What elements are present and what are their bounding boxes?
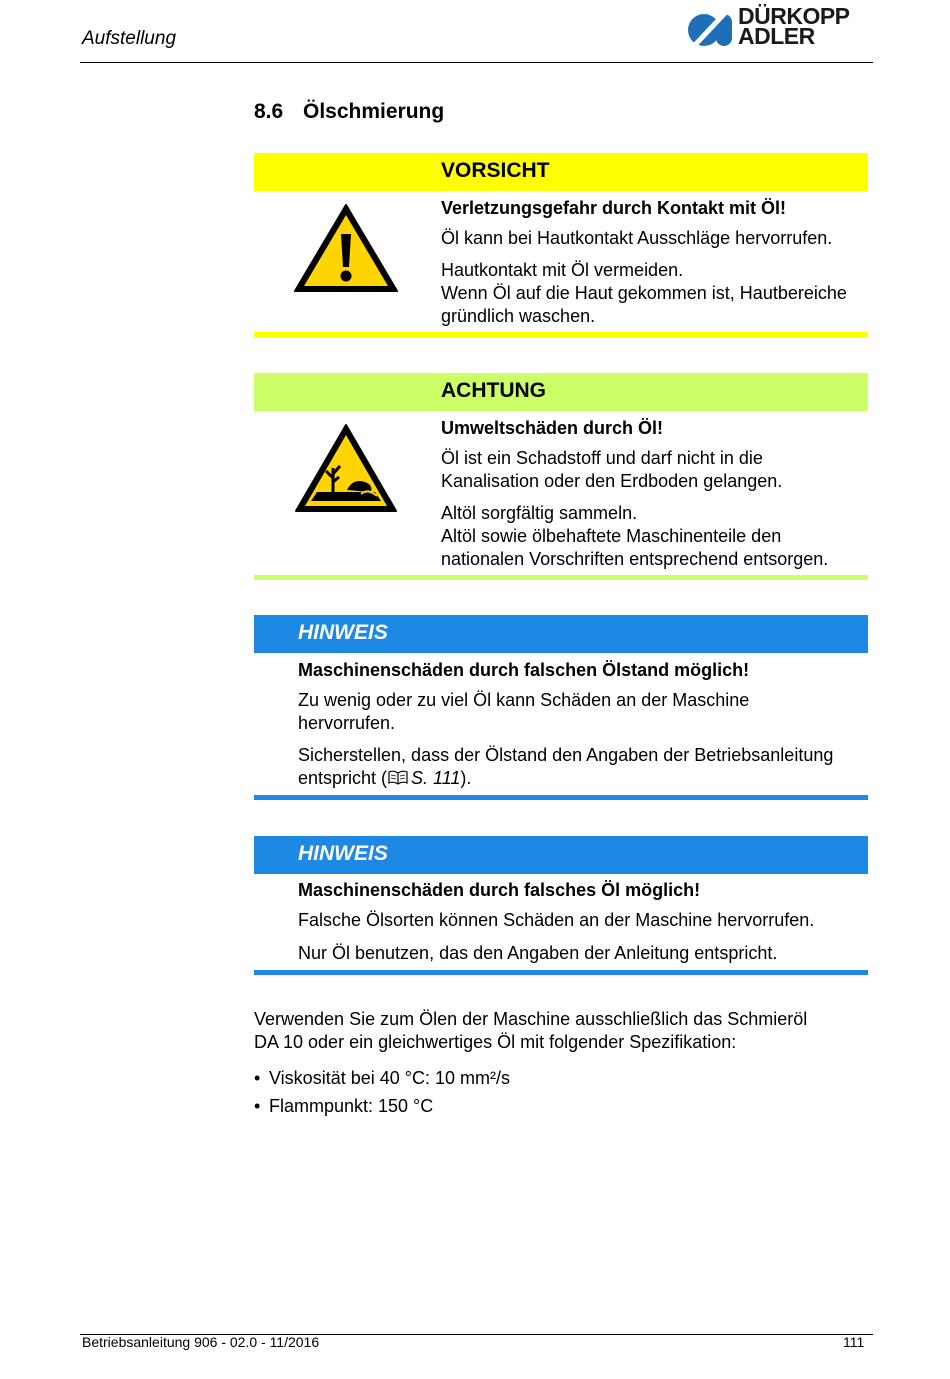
environmental-hazard-icon xyxy=(293,422,399,514)
hinweis-2-band xyxy=(254,836,868,874)
achtung-text-1a: Öl ist ein Schadstoff und darf nicht in die xyxy=(441,448,763,468)
hinweis-1-text-1a: Zu wenig oder zu viel Öl kann Schäden an der Maschine xyxy=(298,690,750,710)
body-paragraph-line-2: DA 10 oder ein gleichwertiges Öl mit folgender Spezifikation: xyxy=(254,1032,737,1052)
hinweis-1-bottom-rule xyxy=(254,795,868,800)
book-icon xyxy=(388,770,408,785)
hinweis-2-text-2: Nur Öl benutzen, das den Angaben der Anleitung entspricht. xyxy=(298,943,778,963)
achtung-text-1b: Kanalisation oder den Erdboden gelangen. xyxy=(441,471,783,491)
hinweis-2-text-1: Falsche Ölsorten können Schäden an der Maschine hervorrufen. xyxy=(298,910,815,930)
achtung-headline: Umweltschäden durch Öl! xyxy=(441,418,664,438)
header-rule xyxy=(80,62,873,63)
vorsicht-text-2b: Wenn Öl auf die Haut gekommen ist, Hautbereiche xyxy=(441,283,847,303)
achtung-text-2a: Altöl sorgfältig sammeln. xyxy=(441,503,638,523)
achtung-text-2c: nationalen Vorschriften entsprechend entsorgen. xyxy=(441,549,829,569)
section-title: Ölschmierung xyxy=(303,100,445,123)
brand-logo xyxy=(686,3,870,54)
bullet-marker: • xyxy=(254,1096,261,1116)
page-reference-link[interactable]: S. 111 xyxy=(411,768,461,788)
vorsicht-label: VORSICHT xyxy=(441,159,550,182)
section-number: 8.6 xyxy=(254,100,284,123)
achtung-text-2b: Altöl sowie ölbehaftete Maschinenteile den xyxy=(441,526,782,546)
footer-page-number: 111 xyxy=(843,1334,865,1350)
hinweis-1-text-2a: Sicherstellen, dass der Ölstand den Angaben der Betriebsanleitung xyxy=(298,745,834,765)
vorsicht-text-1: Öl kann bei Hautkontakt Ausschläge hervorrufen. xyxy=(441,228,833,248)
logo-line-2: ADLER xyxy=(738,23,815,49)
hinweis-1-band xyxy=(254,615,868,653)
warning-exclamation-icon xyxy=(292,202,400,294)
bullet-text: Viskosität bei 40 °C: 10 mm²/s xyxy=(269,1068,510,1088)
bullet-item xyxy=(254,1067,510,1090)
vorsicht-text-2c: gründlich waschen. xyxy=(441,306,596,326)
vorsicht-text-2a: Hautkontakt mit Öl vermeiden. xyxy=(441,260,684,280)
bullet-marker: • xyxy=(254,1068,261,1088)
achtung-band xyxy=(254,373,868,411)
achtung-label: ACHTUNG xyxy=(441,379,546,402)
vorsicht-bottom-rule xyxy=(254,332,868,337)
hinweis-1-text-2b-post: ). xyxy=(460,768,472,788)
body-paragraph-line-1: Verwenden Sie zum Ölen der Maschine ausschließlich das Schmieröl xyxy=(254,1009,808,1029)
logo-mark-icon xyxy=(686,6,736,54)
logo-line-1: DÜRKOPP xyxy=(738,3,850,29)
achtung-bottom-rule xyxy=(254,575,868,580)
section-heading xyxy=(254,100,444,124)
vorsicht-band xyxy=(254,153,868,191)
hinweis-2-bottom-rule xyxy=(254,970,868,975)
hinweis-1-text-1b: hervorrufen. xyxy=(298,713,396,733)
vorsicht-headline: Verletzungsgefahr durch Kontakt mit Öl! xyxy=(441,198,787,218)
hinweis-2-headline: Maschinenschäden durch falsches Öl möglich! xyxy=(298,880,701,900)
header-title: Aufstellung xyxy=(82,28,177,49)
bullet-item xyxy=(254,1095,433,1118)
footer-document-info: Betriebsanleitung 906 - 02.0 - 11/2016 xyxy=(82,1334,320,1350)
hinweis-1-headline: Maschinenschäden durch falschen Ölstand möglich! xyxy=(298,660,750,680)
hinweis-1-label: HINWEIS xyxy=(298,621,388,644)
bullet-text: Flammpunkt: 150 °C xyxy=(269,1096,434,1116)
hinweis-2-label: HINWEIS xyxy=(298,842,388,865)
hinweis-1-text-2b-pre: entspricht ( xyxy=(298,768,388,788)
hinweis-1-text-2b xyxy=(298,767,471,790)
